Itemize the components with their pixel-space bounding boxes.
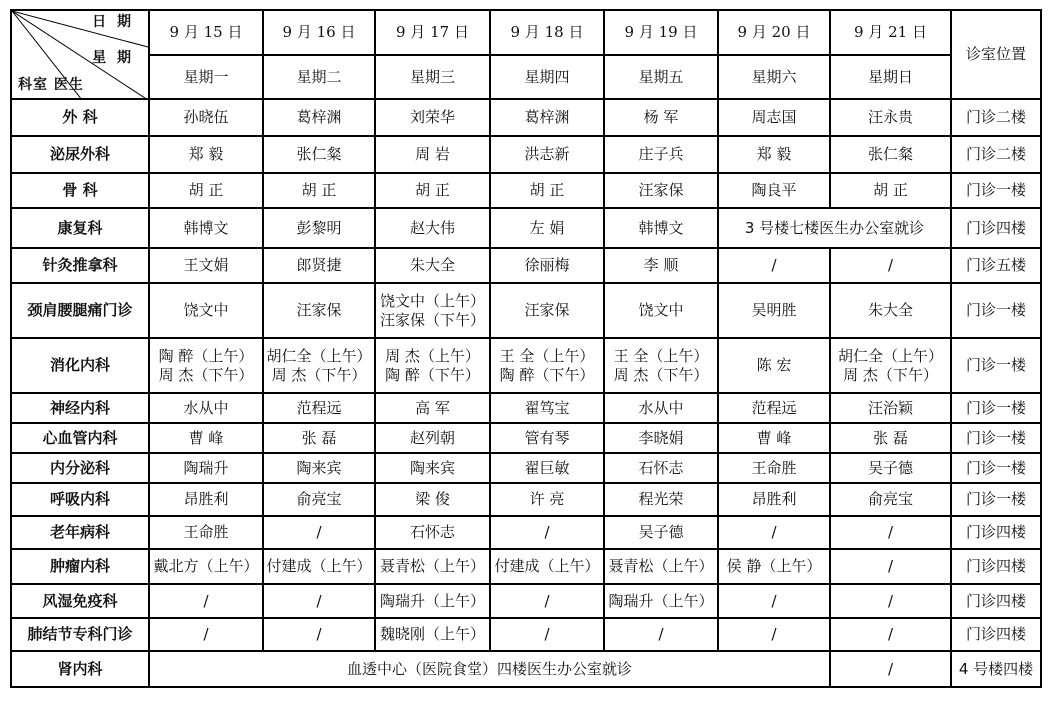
schedule-row (11, 136, 1041, 173)
clinic-location: 门诊二楼 (951, 99, 1041, 136)
doctor-name: 郎贤捷 (296, 256, 342, 275)
doctor-cell (149, 136, 263, 173)
clinic-location: 门诊二楼 (951, 136, 1041, 173)
doctor-cell (718, 208, 951, 248)
doctor-cell (375, 173, 490, 208)
doctor-name: 石怀志 (409, 523, 455, 542)
schedule-row (11, 248, 1041, 283)
doctor-cell (375, 423, 490, 453)
doctor-name: 李晓娟 (638, 428, 684, 447)
doctor-cell (375, 618, 490, 651)
schedule-container (10, 9, 1042, 688)
doctor-name: / (544, 625, 550, 644)
doctor-cell (263, 483, 375, 516)
doctor-cell (490, 136, 604, 173)
department-name: 神经内科 (11, 393, 149, 423)
doctor-name: 陶瑞升 (183, 458, 229, 477)
doctor-name: 周 杰（下午） (158, 365, 254, 384)
doctor-name: 陶 醉（下午） (385, 365, 480, 384)
weekday-header: 星期三 (375, 55, 490, 99)
clinic-location: 门诊五楼 (951, 248, 1041, 283)
doctor-cell (149, 173, 263, 208)
doctor-name: / (316, 591, 322, 610)
weekday-header: 星期一 (149, 55, 263, 99)
doctor-name: 吴子德 (638, 523, 684, 542)
doctor-cell (718, 173, 830, 208)
doctor-name: / (887, 523, 894, 542)
department-name: 肾内科 (11, 651, 149, 687)
doctor-cell (263, 99, 375, 136)
doctor-name: 汪家保（下午） (379, 310, 485, 329)
doctor-cell (263, 423, 375, 453)
schedule-row (11, 423, 1041, 453)
doctor-name: 曹 峰 (756, 428, 792, 447)
doctor-cell (490, 549, 604, 584)
doctor-cell (149, 516, 263, 549)
doctor-name: 洪志新 (524, 145, 570, 164)
schedule-row (11, 453, 1041, 483)
doctor-cell (263, 393, 375, 423)
schedule-row (11, 338, 1041, 393)
schedule-row (11, 283, 1041, 338)
department-name: 颈肩腰腿痛门诊 (11, 283, 149, 338)
doctor-name: / (771, 591, 777, 610)
schedule-row (11, 584, 1041, 618)
doctor-name: 刘荣华 (409, 108, 455, 127)
doctor-name: 张 磊 (301, 428, 337, 447)
doctor-name: 胡 正 (415, 181, 450, 200)
doctor-cell (830, 549, 951, 584)
doctor-name: 杨 军 (643, 108, 679, 127)
doctor-cell (263, 136, 375, 173)
doctor-name: 彭黎明 (296, 218, 342, 237)
schedule-row (11, 99, 1041, 136)
doctor-name: 水从中 (183, 398, 229, 417)
doctor-cell (490, 248, 604, 283)
weekday-header: 星期日 (830, 55, 951, 99)
doctor-cell (718, 423, 830, 453)
doctor-name: 汪家保 (638, 181, 684, 200)
doctor-cell (604, 338, 718, 393)
doctor-cell (604, 173, 718, 208)
doctor-name: 高 军 (415, 398, 450, 417)
doctor-name: / (544, 523, 550, 542)
doctor-cell (604, 584, 718, 618)
schedule-row (11, 173, 1041, 208)
clinic-location: 4 号楼四楼 (951, 651, 1041, 687)
schedule-row (11, 393, 1041, 423)
date-header: 9 月 20 日 (718, 10, 830, 55)
doctor-cell (604, 208, 718, 248)
clinic-location: 门诊一楼 (951, 393, 1041, 423)
clinic-location: 门诊一楼 (951, 423, 1041, 453)
corner-dept-label: 科室 医生 (18, 77, 84, 93)
doctor-name: 程光荣 (638, 490, 684, 509)
department-name: 针灸推拿科 (11, 248, 149, 283)
doctor-name: 范程远 (751, 398, 797, 417)
doctor-name: 张 磊 (873, 428, 908, 447)
doctor-name: 张仁粲 (867, 145, 913, 164)
doctor-cell (263, 453, 375, 483)
doctor-cell (830, 338, 951, 393)
doctor-name: 韩博文 (183, 218, 229, 237)
department-name: 老年病科 (11, 516, 149, 549)
weekday-header: 星期五 (604, 55, 718, 99)
doctor-name: / (316, 625, 322, 644)
doctor-name: / (887, 625, 894, 644)
doctor-name: 翟巨敏 (524, 458, 570, 477)
doctor-name: 庄子兵 (638, 145, 684, 164)
date-header: 9 月 17 日 (375, 10, 490, 55)
department-name: 外 科 (11, 99, 149, 136)
doctor-cell (830, 393, 951, 423)
doctor-name: 周志国 (751, 108, 797, 127)
department-name: 骨 科 (11, 173, 149, 208)
doctor-cell (490, 618, 604, 651)
doctor-name: 昂胜利 (183, 490, 229, 509)
doctor-cell (604, 516, 718, 549)
doctor-cell (375, 584, 490, 618)
doctor-name: / (544, 591, 550, 610)
doctor-cell (604, 248, 718, 283)
doctor-name: 石怀志 (638, 458, 684, 477)
doctor-cell (263, 283, 375, 338)
doctor-name: 陶瑞升（上午） (608, 591, 714, 610)
doctor-cell (149, 338, 263, 393)
corner-header-cell (11, 10, 149, 99)
doctor-name: 赵大伟 (409, 218, 455, 237)
doctor-name: / (771, 523, 777, 542)
header-weekday-row (11, 55, 1041, 99)
doctor-name: 饶文中 (638, 301, 684, 320)
doctor-cell (263, 516, 375, 549)
doctor-cell (718, 136, 830, 173)
doctor-name: 郑 毅 (188, 145, 224, 164)
doctor-cell (604, 393, 718, 423)
date-header: 9 月 18 日 (490, 10, 604, 55)
weekday-header: 星期四 (490, 55, 604, 99)
doctor-cell (375, 516, 490, 549)
doctor-cell (830, 453, 951, 483)
clinic-location: 门诊一楼 (951, 483, 1041, 516)
date-header: 9 月 16 日 (263, 10, 375, 55)
doctor-cell (830, 483, 951, 516)
doctor-name: 昂胜利 (751, 490, 797, 509)
doctor-cell (718, 453, 830, 483)
doctor-name: 饶文中 (183, 301, 229, 320)
doctor-cell (263, 549, 375, 584)
doctor-cell (149, 584, 263, 618)
doctor-cell (830, 584, 951, 618)
doctor-cell (263, 248, 375, 283)
doctor-name: 孙晓伍 (183, 108, 229, 127)
department-name: 泌尿外科 (11, 136, 149, 173)
clinic-location: 门诊四楼 (951, 584, 1041, 618)
department-name: 消化内科 (11, 338, 149, 393)
doctor-cell (830, 283, 951, 338)
doctor-cell (375, 549, 490, 584)
doctor-cell (263, 208, 375, 248)
doctor-cell (149, 248, 263, 283)
doctor-cell (490, 99, 604, 136)
clinic-location: 门诊四楼 (951, 516, 1041, 549)
doctor-name: / (887, 256, 894, 275)
doctor-cell (490, 584, 604, 618)
doctor-name: 朱大全 (867, 301, 913, 320)
doctor-cell (830, 423, 951, 453)
doctor-cell (830, 651, 951, 687)
doctor-name: 陶来宾 (409, 458, 455, 477)
doctor-cell (490, 208, 604, 248)
doctor-cell (830, 99, 951, 136)
doctor-name: 汪永贵 (867, 108, 913, 127)
header-date-row (11, 10, 1041, 55)
doctor-cell (604, 618, 718, 651)
doctor-cell (718, 584, 830, 618)
weekday-header: 星期六 (718, 55, 830, 99)
department-name: 心血管内科 (11, 423, 149, 453)
doctor-cell (490, 483, 604, 516)
doctor-cell (490, 516, 604, 549)
doctor-name: 周 杰（下午） (613, 365, 709, 384)
doctor-name: 葛梓渊 (524, 108, 570, 127)
doctor-cell (604, 483, 718, 516)
doctor-cell (490, 173, 604, 208)
doctor-name: 胡 正 (301, 181, 337, 200)
date-header: 9 月 15 日 (149, 10, 263, 55)
doctor-cell (830, 248, 951, 283)
doctor-name: / (771, 256, 777, 275)
doctor-name: 汪治颖 (867, 398, 913, 417)
doctor-cell (490, 393, 604, 423)
doctor-cell (375, 208, 490, 248)
doctor-cell (718, 248, 830, 283)
doctor-name: 付建成（上午） (494, 557, 600, 576)
doctor-cell (375, 453, 490, 483)
doctor-name: 俞亮宝 (296, 490, 342, 509)
doctor-name: 胡 正 (873, 181, 908, 200)
doctor-name: 周 岩 (415, 145, 450, 164)
doctor-name: 陈 宏 (756, 356, 792, 375)
doctor-name: 侯 静（上午） (726, 557, 822, 576)
doctor-cell (604, 549, 718, 584)
doctor-cell (263, 173, 375, 208)
doctor-cell (149, 283, 263, 338)
doctor-name: 王文娟 (183, 256, 229, 275)
date-header: 9 月 21 日 (830, 10, 951, 55)
clinic-location: 门诊一楼 (951, 453, 1041, 483)
doctor-cell (604, 283, 718, 338)
doctor-name: 聂青松（上午） (608, 557, 714, 576)
doctor-name: 王命胜 (183, 523, 229, 542)
doctor-cell (718, 99, 830, 136)
doctor-name: 魏晓刚（上午） (379, 625, 485, 644)
clinic-location: 门诊四楼 (951, 549, 1041, 584)
doctor-cell (830, 136, 951, 173)
doctor-name: 韩博文 (638, 218, 684, 237)
doctor-cell (830, 173, 951, 208)
clinic-location: 门诊四楼 (951, 208, 1041, 248)
department-name: 肿瘤内科 (11, 549, 149, 584)
doctor-cell (375, 338, 490, 393)
doctor-cell (604, 136, 718, 173)
doctor-name: 梁 俊 (415, 490, 450, 509)
doctor-cell (149, 99, 263, 136)
doctor-name: 周 杰（上午） (385, 346, 480, 365)
doctor-cell (718, 338, 830, 393)
doctor-name: 王 全（上午） (613, 346, 709, 365)
doctor-name: 李 顺 (643, 256, 679, 275)
doctor-name: 汪家保 (296, 301, 342, 320)
doctor-name: / (203, 625, 209, 644)
department-name: 内分泌科 (11, 453, 149, 483)
department-name: 风湿免疫科 (11, 584, 149, 618)
doctor-name: 3 号楼七楼医生办公室就诊 (744, 218, 925, 237)
doctor-name: / (887, 557, 894, 576)
schedule-row (11, 618, 1041, 651)
doctor-cell (375, 393, 490, 423)
schedule-row (11, 516, 1041, 549)
doctor-cell (490, 423, 604, 453)
doctor-name: 范程远 (296, 398, 342, 417)
doctor-cell (604, 453, 718, 483)
doctor-cell (604, 99, 718, 136)
doctor-cell (375, 283, 490, 338)
doctor-name: 陶 醉（上午） (158, 346, 254, 365)
doctor-name: 陶瑞升（上午） (379, 591, 485, 610)
doctor-cell (149, 453, 263, 483)
doctor-name: / (316, 523, 322, 542)
doctor-name: / (658, 625, 664, 644)
doctor-name: 付建成（上午） (266, 557, 372, 576)
doctor-name: 周 杰（下午） (271, 365, 367, 384)
doctor-name: 水从中 (638, 398, 684, 417)
doctor-name: / (771, 625, 777, 644)
doctor-cell (830, 618, 951, 651)
doctor-name: 胡仁全（上午） (837, 346, 943, 365)
doctor-cell (149, 483, 263, 516)
doctor-name: 王命胜 (751, 458, 797, 477)
doctor-cell (718, 516, 830, 549)
doctor-cell (149, 423, 263, 453)
weekday-header: 星期二 (263, 55, 375, 99)
doctor-cell (149, 393, 263, 423)
doctor-name: 胡 正 (188, 181, 224, 200)
doctor-name: 陶来宾 (296, 458, 342, 477)
doctor-cell (263, 618, 375, 651)
doctor-name: 徐丽梅 (524, 256, 570, 275)
doctor-cell (375, 99, 490, 136)
doctor-cell (263, 584, 375, 618)
doctor-cell (375, 136, 490, 173)
doctor-name: / (887, 591, 894, 610)
corner-week-label: 星 期 (92, 50, 134, 66)
doctor-name: 聂青松（上午） (379, 557, 485, 576)
doctor-name: 朱大全 (409, 256, 455, 275)
schedule-row (11, 549, 1041, 584)
doctor-cell (718, 393, 830, 423)
clinic-location: 门诊四楼 (951, 618, 1041, 651)
doctor-name: 郑 毅 (756, 145, 792, 164)
doctor-name: 王 全（上午） (499, 346, 595, 365)
doctor-name: 胡仁全（上午） (266, 346, 372, 365)
doctor-name: / (203, 591, 209, 610)
doctor-name: 俞亮宝 (867, 490, 913, 509)
doctor-name: 张仁粲 (296, 145, 342, 164)
doctor-name: 饶文中（上午） (379, 291, 485, 310)
doctor-schedule-table (10, 9, 1042, 688)
doctor-cell (375, 248, 490, 283)
doctor-name: 汪家保 (524, 301, 570, 320)
clinic-location: 门诊一楼 (951, 283, 1041, 338)
doctor-cell (149, 549, 263, 584)
doctor-cell (490, 338, 604, 393)
location-header: 诊室位置 (951, 10, 1041, 99)
doctor-cell (149, 651, 830, 687)
schedule-row (11, 651, 1041, 687)
doctor-name: 吴明胜 (751, 301, 797, 320)
doctor-name: 葛梓渊 (296, 108, 342, 127)
clinic-location: 门诊一楼 (951, 173, 1041, 208)
doctor-cell (604, 423, 718, 453)
doctor-name: / (887, 659, 894, 678)
doctor-cell (718, 483, 830, 516)
doctor-cell (718, 283, 830, 338)
doctor-name: 胡 正 (529, 181, 565, 200)
schedule-row (11, 208, 1041, 248)
doctor-name: 陶良平 (751, 181, 797, 200)
doctor-name: 翟笃宝 (524, 398, 570, 417)
doctor-name: 赵列朝 (409, 428, 455, 447)
doctor-cell (149, 208, 263, 248)
doctor-cell (375, 483, 490, 516)
doctor-name: 左 娟 (529, 218, 565, 237)
schedule-row (11, 483, 1041, 516)
doctor-cell (718, 549, 830, 584)
doctor-name: 许 亮 (529, 490, 565, 509)
clinic-location: 门诊一楼 (951, 338, 1041, 393)
doctor-name: 血透中心（医院食堂）四楼医生办公室就诊 (346, 659, 632, 678)
department-name: 康复科 (11, 208, 149, 248)
doctor-cell (149, 618, 263, 651)
doctor-name: 周 杰（下午） (843, 365, 938, 384)
doctor-name: 戴北方（上午） (153, 557, 259, 576)
doctor-name: 曹 峰 (188, 428, 224, 447)
doctor-name: 吴子德 (867, 458, 913, 477)
doctor-cell (490, 283, 604, 338)
doctor-cell (263, 338, 375, 393)
department-name: 呼吸内科 (11, 483, 149, 516)
department-name: 肺结节专科门诊 (11, 618, 149, 651)
doctor-name: 管有琴 (524, 428, 570, 447)
doctor-cell (718, 618, 830, 651)
corner-date-label: 日 期 (92, 14, 134, 30)
doctor-cell (490, 453, 604, 483)
doctor-cell (830, 516, 951, 549)
date-header: 9 月 19 日 (604, 10, 718, 55)
doctor-name: 陶 醉（下午） (499, 365, 595, 384)
